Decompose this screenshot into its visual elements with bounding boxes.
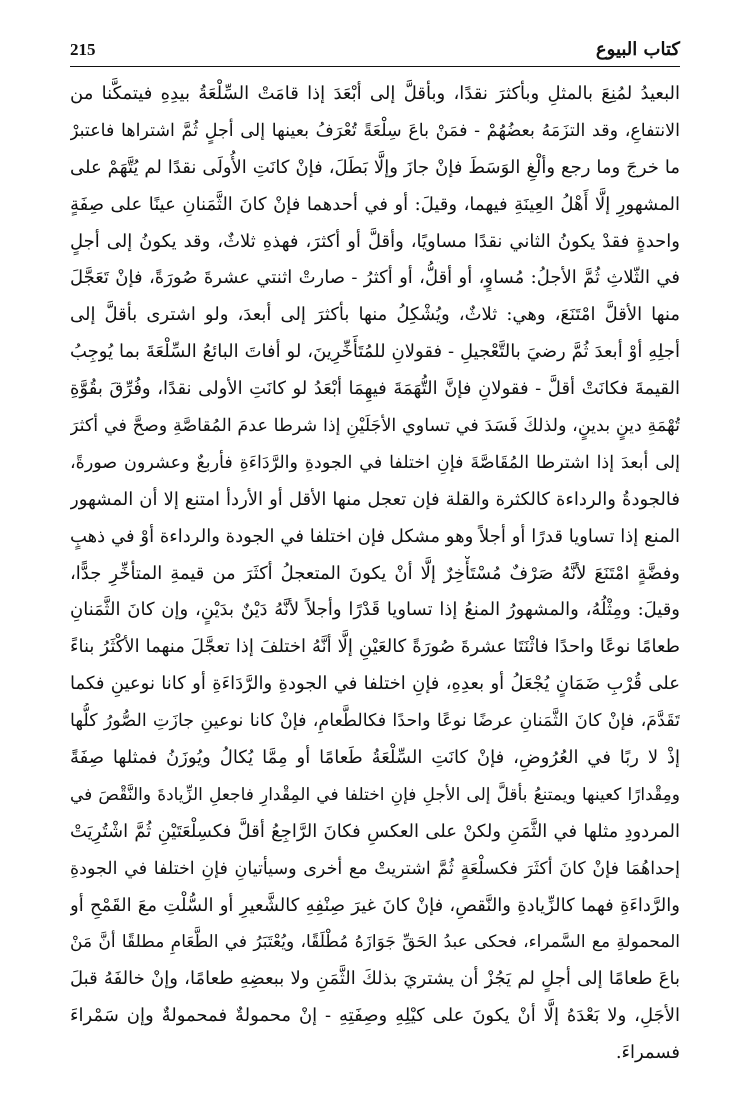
text-line: والرَّداءَةِ فهما كالزِّيادةِ والنَّقصِ، فإنْ كانَ غيرَ صِنْفِهِ كالشَّعيرِ أو السُّلْتِ معَ القَمْحِ أو bbox=[70, 894, 680, 916]
book-title: كتاب البيوع bbox=[595, 39, 680, 60]
text-line: إلى أبعدَ إذا اشترطا المُقَاصَّةَ فإنِ اختلفا في الجودةِ والرَّدَاءَةِ فأربعٌ وعشرون صورةً، bbox=[70, 452, 680, 473]
text-line: باعَ طعامًا إلى أجلٍ لم يَجُزْ أن يشتريَ بذلكَ الثَّمَنِ ولا ببعضِهِ طعامًا، وإنْ خالفَهُ قبلَ bbox=[70, 968, 680, 990]
header-rule bbox=[70, 66, 680, 67]
text-line: المشهورِ إلَّا أَهْلُ العِينَةِ فيهما، وقيلَ: أو في أحدهما فإنْ كانَ الثَّمَنانِ عينًا على صِفَةٍ bbox=[70, 193, 680, 215]
text-line: في الثّلاثِ ثُمَّ الأجلُ: مُساوٍ، أو أقلُّ، أو أكثرُ - صارتْ اثنتي عشرةَ صُورَةً، فإنْ تَعَجَّلَ bbox=[70, 267, 680, 289]
text-line: وفضَّةٍ امْتَنَعَ لأنَّهُ صَرْفٌ مُسْتَأْخِرٌ إلَّا أنْ يكونَ المتعجلُ أكثَرَ من قيمةِ المتأخِّرِ جدًّا، bbox=[70, 562, 680, 584]
text-line: الانتفاعِ، وقد التزَمَهُ بعضُهُمْ - فمَنْ باعَ سِلْعَةً تُعْرَفُ بعينها إلى أجلٍ ثُمَّ اشتراها فاعتبرْ bbox=[70, 120, 680, 141]
text-line: إذْ لا ربًا في العُرُوضِ، فإنْ كانَتِ السِّلْعَةُ طَعامًا أو مِمَّا يُكالُ ويُوزَنُ فمثلها صِفَةً bbox=[70, 747, 680, 769]
text-line: المحمولةِ مع السَّمراء، فحكى عبدُ الحَقِّ جَوَازَهُ مُطْلَقًا، ويُعْتَبَرُ في الطَّعَامِ مطلقًا أنَّ مَنْ bbox=[70, 932, 680, 953]
text-line: منها الأقلَّ امْتَنَعَ، وهي: ثلاثٌ، ويُشْكِلُ منها بأكثرَ إلى أبعدَ، ولو اشترى بأقلَّ إلى bbox=[70, 304, 680, 326]
text-line: واحدةٍ فقدْ يكونُ الثاني نقدًا مساويًا، وأقلَّ أو أكثرَ، فهذهِ ثلاثٌ، وقد يكونُ إلى أجلٍ bbox=[70, 230, 680, 252]
text-line: أجلِهِ أوْ أبعدَ ثُمَّ رضيَ بالتَّعْجيلِ - فقولانِ للمُتَأَخِّرِينَ، لو أفاتَ البائعُ السِّلْعَةَ بما يُوجِبُ bbox=[70, 341, 680, 363]
text-line: وقيلَ: ومِثْلُهُ، والمشهورُ المنعُ إذا تساويا قَدْرًا وأجلاً لأنَّهُ دَيْنٌ بدَيْنٍ، وإن كانَ الثَّمَنانِ bbox=[70, 599, 680, 621]
body-text bbox=[70, 76, 680, 1072]
text-line: إحداهُمَا فإنْ كانَ أكثَرَ فكسلْعَةٍ ثُمَّ اشتريتْ مع أخرى وسيأتيانِ فإنِ اختلفا في الجودةِ bbox=[70, 858, 680, 879]
text-line: ومِقْدارًا كعينها ويمتنعُ بأقلَّ إلى الأجلِ فإنِ اختلفا في المِقْدارِ فاجعلِ الزِّيادةَ والنَّقْصَ في bbox=[70, 784, 680, 805]
text-line: المردودِ مثلها في الثَّمَنِ ولكنْ على العكسِ فكانَ الرَّاجِعُ أقلَّ فكسِلْعَتَيْنِ ثُمَّ اشْتُرِيَتْ bbox=[70, 820, 680, 842]
text-line: فالجودةُ والرداءة كالكثرة والقلة فإن تعجل منها الأقل أو الأردأ امتنع إلا أن المشهور bbox=[70, 488, 680, 510]
text-line: تُهْمَةِ دينٍ بدينٍ، ولذلكَ فَسَدَ في تساوي الأجَلَيْنِ إذا شرطا عدمَ المُقاصَّةِ وصحَّ في أكثرَ bbox=[70, 416, 680, 437]
text-line: تَقَدَّمَ، فإنْ كانَ الثَّمَنانِ عرضًا نوعًا واحدًا فكالطَّعامِ، فإنْ كانا نوعينِ جازَتِ الصُّورُ كلُّها bbox=[70, 711, 680, 732]
text-line: الأجَلِ، ولا بَعْدَهُ إلَّا أنْ يكونَ على كيْلِهِ وصِفَتِهِ - إنْ محمولةٌ فمحمولةٌ وإن سَمْراءَ bbox=[70, 1005, 680, 1027]
text-line: المنع إذا تساويا قدرًا أو أجلاً وهو مشكل فإن اختلفا في الجودة والرداءة أوْ في ذهبٍ bbox=[70, 525, 680, 547]
text-line-last: فسمراءَ. bbox=[615, 1042, 680, 1064]
text-line: طعامًا نوعًا واحدًا فاثْنَتَا عشرةَ صُورَةً كالعَيْنِ إلَّا أنَّهُ اختلفَ إذا تعجَّلَ منهما الأكْثَرُ بناءً bbox=[70, 636, 680, 658]
page-number: 215 bbox=[70, 40, 96, 59]
running-head bbox=[70, 36, 680, 64]
text-line: ما خرجَ وما رجع وألْغِ الوَسَطَ فإنْ جازَ وإلَّا بَطَلَ، فإنْ كانَتِ الأُولَى نقدًا لم يُتَّهَمْ على bbox=[70, 156, 680, 178]
text-line: القيمةَ فكانَتْ أقلَّ - فقولانِ فإنَّ التُّهَمَةَ فيهِمَا أبْعَدُ لو كانَتِ الأولى نقدًا، وفُرِّقَ بقُوَّةِ bbox=[70, 378, 680, 400]
text-line: على قُرْبِ ضَمَانٍ يُجْعَلُ أو بعدِهِ، فإنِ اختلفا في الجودةِ والرَّدَاءَةِ أو كانا نوعينِ فكما bbox=[70, 673, 680, 695]
text-line: البعيدُ لمُنِعَ بالمثلِ وبأكثرَ نقدًا، وبأقلَّ إلى أبْعَدَ إذا قامَتْ السِّلْعَةُ بيدِهِ فيتمكَّنا من bbox=[70, 83, 680, 104]
